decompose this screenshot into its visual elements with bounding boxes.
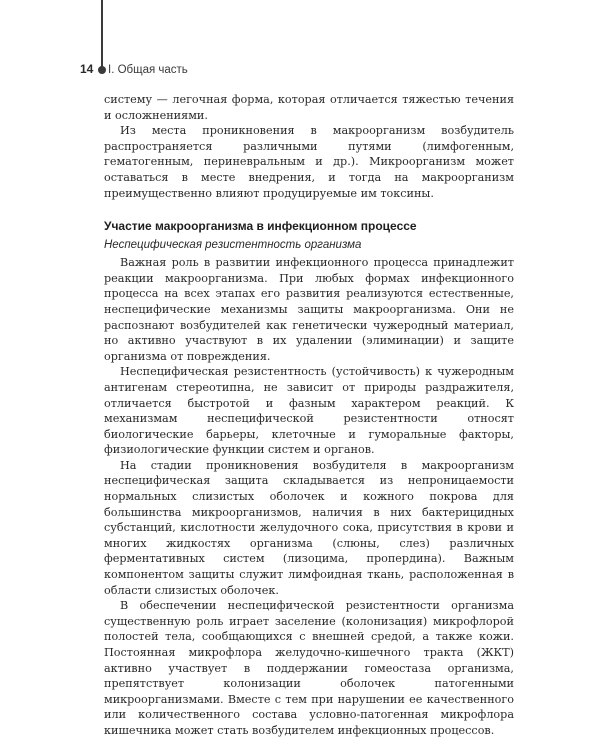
paragraph: Из места проникновения в макроорганизм возбудитель распространяется различными путями (лимфогенным, гематогенным, периневральным и др.). Микроорганизм может оставаться в месте внедрения, и тогда на макроорганизм преимущественно влияют продуцируемые им токсины. [104, 124, 514, 200]
subsection-heading: Неспецифическая резистентность организма [104, 239, 362, 252]
paragraph-continued: систему — легочная форма, которая отличается тяжестью течения и осложнениями. [104, 93, 514, 122]
section-heading: Участие макроорганизма в инфекционном процессе [104, 219, 417, 234]
running-head [80, 62, 188, 76]
page-number: 14 [80, 62, 94, 76]
margin-rule [101, 0, 103, 68]
paragraph: В обеспечении неспецифической резистентности организма существенную роль играет заселение (колонизация) микрофлорой полостей тела, сообщающихся с внешней средой, а также кожи. Постоянная микрофлора желудочно-кишечного тракта (ЖКТ) активно участвует в поддержании гомеостаза организма, препятствует колонизации оболочек патогенными микроорганизмами. Вместе с тем при нарушении ее качественного или количественного состава условно-патогенная микрофлора кишечника может стать возбудителем инфекционных процессов. [104, 599, 514, 737]
page-content [104, 92, 514, 739]
paragraph: Важная роль в развитии инфекционного процесса принадлежит реакции макроорганизма. При любых формах инфекционного процесса на всех этапах его развития реализуются естественные, неспецифические механизмы защиты макроорганизма. Они не распознают возбудителей как генетически чужеродный материал, но активно участвуют в их удалении (элиминации) и защите организма от повреждения. [104, 256, 514, 363]
paragraph: На стадии проникновения возбудителя в макроорганизм неспецифическая защита складывается из непроницаемости нормальных слизистых оболочек и кожного покрова для большинства микроорганизмов, наличия в них бактерицидных субстанций, кислотности желудочного сока, присутствия в крови и многих жидкостях организма (слюны, слез) различных ферментативных систем (лизоцима, пропердина). Важным компонентом защиты служит лимфоидная ткань, расположенная в области слизистых оболочек. [104, 458, 514, 597]
running-head-section: I. Общая часть [108, 64, 188, 76]
paragraph: Неспецифическая резистентность (устойчивость) к чужеродным антигенам стереотипна, не зависит от природы раздражителя, отличается быстротой и фазным характером реакций. К механизмам неспецифической резистентности относят биологические барьеры, клеточные и гуморальные факторы, физиологические функции систем и органов. [104, 365, 514, 457]
